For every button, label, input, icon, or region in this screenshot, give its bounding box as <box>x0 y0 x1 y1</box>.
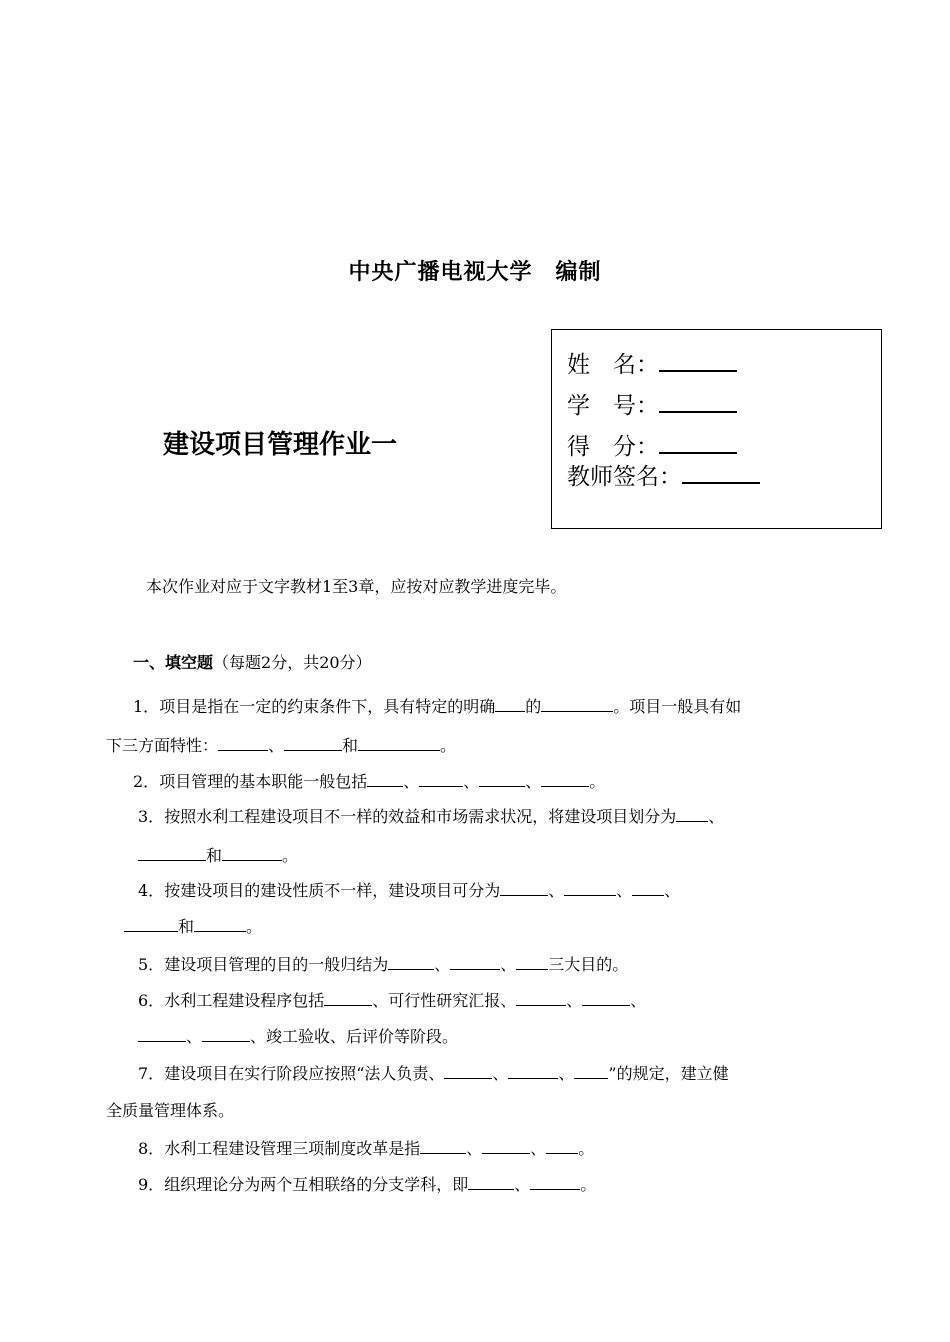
q9-blank-1[interactable] <box>468 1175 514 1190</box>
teacher-signature-label: 教师签名： <box>567 464 682 490</box>
student-id-blank[interactable] <box>659 391 737 413</box>
score-field[interactable] <box>567 428 737 461</box>
question-2: 2．项目管理的基本职能一般包括 、 、 、 。 <box>133 772 606 791</box>
q7-blank-2[interactable] <box>508 1064 558 1079</box>
intro-text: 本次作业对应于文字教材1至3章，应按对应教学进度完毕。 <box>146 577 567 596</box>
q8-blank-1[interactable] <box>420 1139 466 1154</box>
q7-blank-1[interactable] <box>444 1064 492 1079</box>
q6-blank-5[interactable] <box>202 1027 250 1042</box>
question-3-line-2: 和 。 <box>138 843 298 866</box>
q3-blank-3[interactable] <box>222 846 282 861</box>
q5-blank-3[interactable] <box>516 955 548 970</box>
q5-blank-2[interactable] <box>450 955 500 970</box>
score-label: 得 分： <box>567 434 659 460</box>
q4-blank-5[interactable] <box>194 917 246 932</box>
q3-blank-2[interactable] <box>138 846 206 861</box>
question-4-line-2: 和 。 <box>124 914 262 937</box>
student-id-field[interactable] <box>567 387 737 420</box>
q6-blank-4[interactable] <box>138 1027 186 1042</box>
name-field[interactable] <box>567 346 737 379</box>
q1-blank-1[interactable] <box>495 697 525 712</box>
question-8: 8．水利工程建设管理三项制度改革是指 、 、 。 <box>138 1139 595 1158</box>
q1-blank-4[interactable] <box>284 736 342 751</box>
q8-blank-3[interactable] <box>546 1139 578 1154</box>
q9-blank-2[interactable] <box>530 1175 580 1190</box>
question-6-line-2: 、 、竣工验收、后评价等阶段。 <box>138 1024 458 1047</box>
name-blank[interactable] <box>659 350 737 372</box>
q2-blank-2[interactable] <box>419 772 463 787</box>
teacher-signature-field[interactable] <box>567 458 760 491</box>
question-5: 5．建设项目管理的目的一般归结为 、 、 三大目的。 <box>138 955 629 974</box>
q6-blank-2[interactable] <box>516 991 566 1006</box>
question-1-line-1: 1．项目是指在一定的约束条件下，具有特定的明确 的 。项目一般具有如 <box>133 697 742 716</box>
question-1-line-2: 下三方面特性： 、 和 。 <box>106 736 457 755</box>
q6-blank-1[interactable] <box>324 991 372 1006</box>
question-6-line-1: 6．水利工程建设程序包括 、可行性研究汇报、 、 、 <box>138 991 647 1010</box>
q8-blank-2[interactable] <box>482 1139 530 1154</box>
q1-blank-3[interactable] <box>218 736 268 751</box>
question-4-line-1: 4．按建设项目的建设性质不一样，建设项目可分为 、 、 、 <box>138 881 681 900</box>
q2-blank-4[interactable] <box>541 772 589 787</box>
q4-blank-3[interactable] <box>632 881 664 896</box>
publisher-line: 中央广播电视大学 编制 <box>348 260 602 285</box>
q2-blank-1[interactable] <box>367 772 403 787</box>
teacher-signature-blank[interactable] <box>682 462 760 484</box>
question-7-line-1: 7．建设项目在实行阶段应按照“法人负责、 、 、 ”的规定，建立健 <box>138 1064 729 1083</box>
q2-blank-3[interactable] <box>479 772 525 787</box>
q5-blank-1[interactable] <box>388 955 434 970</box>
q1-blank-2[interactable] <box>541 697 613 712</box>
section-heading <box>133 650 372 673</box>
question-3-line-1: 3．按照水利工程建设项目不一样的效益和市场需求状况，将建设项目划分为 、 <box>138 807 725 826</box>
name-label: 姓 名： <box>567 352 659 378</box>
q4-blank-1[interactable] <box>500 881 548 896</box>
homework-title: 建设项目管理作业一 <box>163 430 398 460</box>
q4-blank-2[interactable] <box>564 881 616 896</box>
q1-blank-5[interactable] <box>358 736 440 751</box>
question-7-line-2: 全质量管理体系。 <box>106 1101 235 1120</box>
student-info-box <box>551 329 882 529</box>
q6-blank-3[interactable] <box>582 991 630 1006</box>
q7-blank-3[interactable] <box>574 1064 608 1079</box>
q3-blank-1[interactable] <box>676 807 708 822</box>
section-title: 一、填空题 <box>133 653 214 672</box>
question-9: 9．组织理论分为两个互相联络的分支学科，即 、 。 <box>138 1175 597 1194</box>
student-id-label: 学 号： <box>567 393 659 419</box>
section-note: （每题2分，共20分） <box>213 653 372 672</box>
score-blank[interactable] <box>659 432 737 454</box>
q4-blank-4[interactable] <box>124 917 178 932</box>
